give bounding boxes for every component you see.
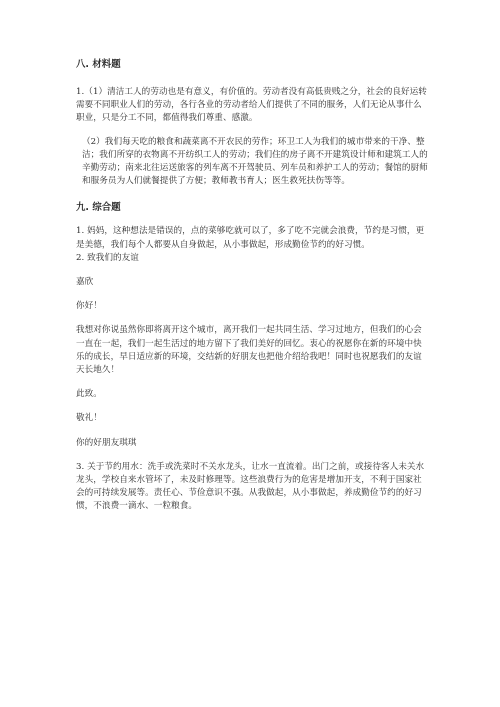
letter-greeting: 你好！	[76, 301, 102, 312]
letter-signature: 你的好朋友琪琪	[76, 437, 137, 448]
section-9-answer-2-title: 2. 致我们的友谊	[76, 252, 139, 263]
section-8-answer-1: 1.（1）清洁工人的劳动也是有意义，有价值的。劳动者没有高低贵贱之分，社会的良好运转需要不同职业人们的劳动，各行各业的劳动者给人们提供了不同的服务，人们无论从事什么职业，只是分工不同，都值得我们尊重、感激。	[76, 87, 427, 124]
document-content	[76, 58, 428, 514]
section-9-answer-3: 3. 关于节约用水：洗手或洗菜时不关水龙头，让水一直流着。出门之前，或接待客人未关水龙头，学校自来水管坏了，未及时修理等。这些浪费行为的危害是增加开支，不利于国家社会的可持续发展等。责任心、节俭意识不强。从我做起，从小事做起，养成勤俭节约的好习惯，不浪费一滴水、一粒粮食。	[76, 461, 425, 512]
section-8-heading: 八. 材料题	[76, 59, 121, 70]
section-8-answer-2: （2）我们每天吃的粮食和蔬菜离不开农民的劳作；环卫工人为我们的城市带来的干净、整洁；我们所穿的衣物离不开纺织工人的劳动；我们住的房子离不开建筑设计师和建筑工人的辛勤劳动；南来北往运送旅客的列车离不开驾驶员、列车员和养护工人的劳动；餐馆的厨师和服务员为人们就餐提供了方便；教师教书育人；医生救死扶伤等等。	[82, 136, 428, 187]
letter-closing-2: 敬礼！	[76, 413, 102, 424]
letter-recipient: 嘉欣	[76, 277, 94, 288]
section-9-heading: 九. 综合题	[76, 202, 121, 214]
section-9-answer-1: 1. 妈妈，这种想法是错误的，点的菜够吃就可以了，多了吃不完就会浪费，节约是习惯，更是美德，我们每个人都要从自身做起，从小事做起，形成勤俭节约的好习惯。	[76, 226, 425, 250]
letter-closing-1: 此致。	[76, 389, 102, 400]
letter-body: 我想对你说虽然你即将离开这个城市，离开我们一起共同生活、学习过地方，但我们的心会一直在一起，我们一起生活过的地方留下了我们美好的回忆。衷心的祝愿你在新的环境中快乐的成长，早日适应新的环境，交结新的好朋友也把他介绍给我吧！同时也祝愿我们的友谊天长地久！	[76, 325, 422, 376]
